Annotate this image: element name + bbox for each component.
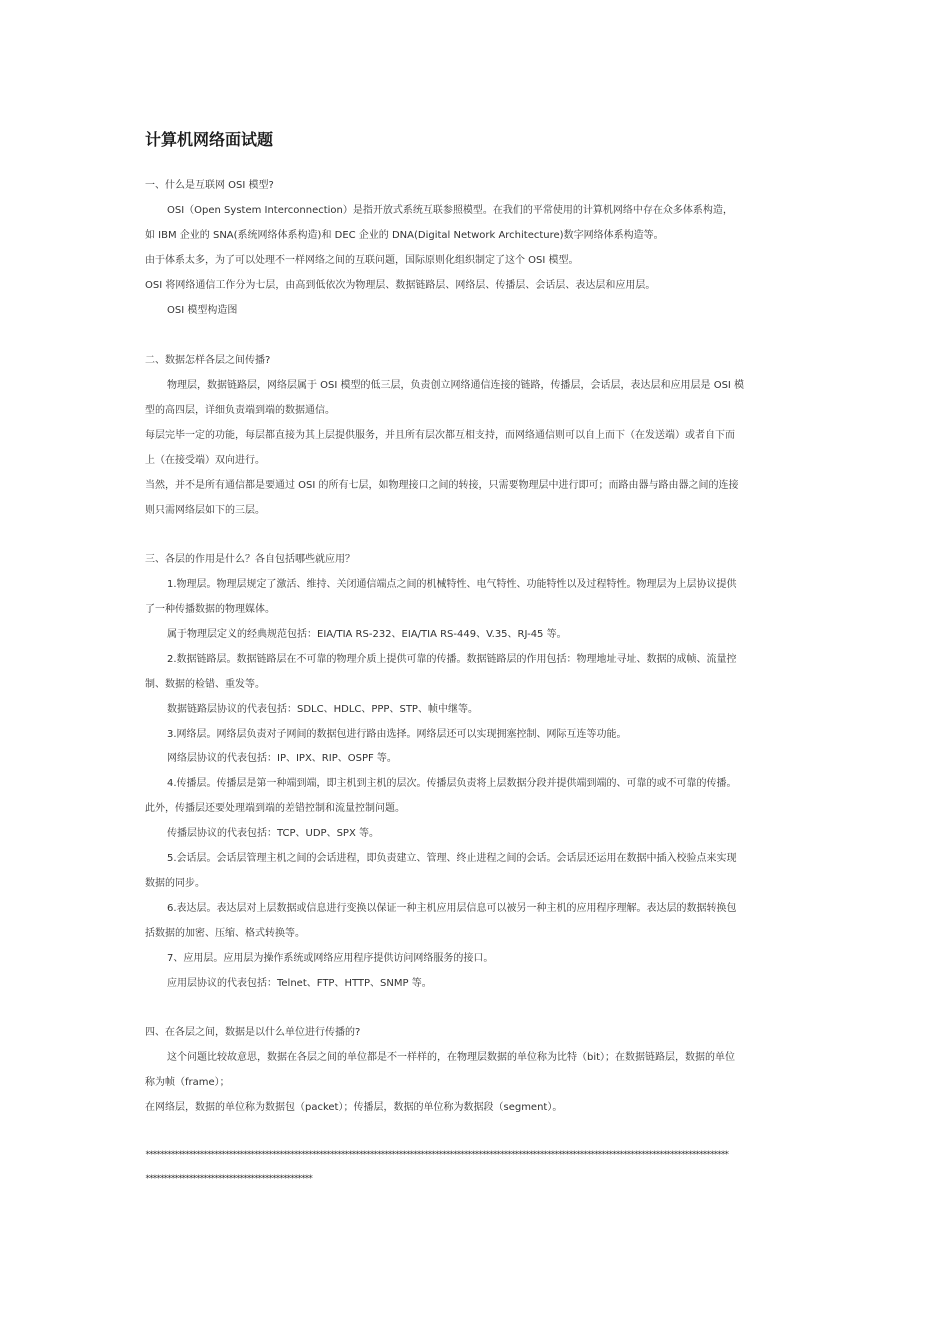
paragraph-line: 数据的同步。: [145, 878, 205, 889]
paragraph-line: OSI 将网络通信工作分为七层，由高到低依次为物理层、数据链路层、网络层、传播层、会话层、表达层和应用层。: [145, 280, 656, 291]
paragraph-line: OSI 模型构造图: [167, 305, 238, 316]
paragraph-line: 网络层协议的代表包括：IP、IPX、RIP、OSPF 等。: [167, 753, 397, 764]
paragraph-line: 当然，并不是所有通信都是要通过 OSI 的所有七层，如物理接口之间的转接，只需要物理层中进行即可；而路由器与路由器之间的连接: [145, 480, 739, 491]
paragraph-line: 上（在接受端）双向进行。: [145, 455, 265, 466]
paragraph-line: 如 IBM 企业的 SNA(系统网络体系构造)和 DEC 企业的 DNA(Digital Network Architecture)数字网络体系构造等。: [145, 230, 664, 241]
separator-line: *****************************************************************************************************************************************************************: [145, 1150, 728, 1160]
paragraph-line: 1.物理层。物理层规定了激活、维持、关闭通信端点之间的机械特性、电气特性、功能特性以及过程特性。物理层为上层协议提供: [167, 579, 737, 590]
paragraph-line: 传播层协议的代表包括：TCP、UDP、SPX 等。: [167, 828, 379, 839]
paragraph-line: 4.传播层。传播层是第一种端到端，即主机到主机的层次。传播层负责将上层数据分段并提供端到端的、可靠的或不可靠的传播。: [167, 778, 737, 789]
paragraph-line: 物理层，数据链路层，网络层属于 OSI 模型的低三层，负责创立网络通信连接的链路，传播层，会话层，表达层和应用层是 OSI 模: [167, 380, 745, 391]
paragraph-line: 应用层协议的代表包括：Telnet、FTP、HTTP、SNMP 等。: [167, 978, 432, 989]
paragraph-line: 则只需网络层如下的三层。: [145, 505, 265, 516]
section-heading: 一、什么是互联网 OSI 模型?: [145, 180, 274, 191]
paragraph-line: 在网络层，数据的单位称为数据包（packet）；传播层，数据的单位称为数据段（segment）。: [145, 1102, 563, 1113]
paragraph-line: 型的高四层，详细负责端到端的数据通信。: [145, 405, 335, 416]
paragraph-line: OSI（Open System Interconnection）是指开放式系统互联参照模型。在我们的平常使用的计算机网络中存在众多体系构造，: [167, 205, 733, 216]
paragraph-line: 3.网络层。网络层负责对子网间的数据包进行路由选择。网络层还可以实现拥塞控制、网际互连等功能。: [167, 729, 627, 740]
paragraph-line: 6.表达层。表达层对上层数据或信息进行变换以保证一种主机应用层信息可以被另一种主机的应用程序理解。表达层的数据转换包: [167, 903, 737, 914]
paragraph-line: 制、数据的检错、重发等。: [145, 679, 265, 690]
paragraph-line: 了一种传播数据的物理媒体。: [145, 604, 275, 615]
paragraph-line: 2.数据链路层。数据链路层在不可靠的物理介质上提供可靠的传播。数据链路层的作用包括：物理地址寻址、数据的成帧、流量控: [167, 654, 737, 665]
paragraph-line: 7、应用层。应用层为操作系统或网络应用程序提供访问网络服务的接口。: [167, 953, 494, 964]
section-heading: 四、在各层之间，数据是以什么单位进行传播的?: [145, 1027, 361, 1038]
paragraph-line: 由于体系太多，为了可以处理不一样网络之间的互联问题，国际原则化组织制定了这个 OSI 模型。: [145, 255, 579, 266]
section-heading: 二、数据怎样各层之间传播?: [145, 355, 271, 366]
paragraph-line: 属于物理层定义的经典规范包括：EIA/TIA RS-232、EIA/TIA RS-449、V.35、RJ-45 等。: [167, 629, 567, 640]
paragraph-line: 此外，传播层还要处理端到端的差错控制和流量控制问题。: [145, 803, 405, 814]
section-heading: 三、各层的作用是什么？各自包括哪些就应用？: [145, 554, 355, 565]
paragraph-line: 这个问题比较故意思，数据在各层之间的单位都是不一样样的，在物理层数据的单位称为比特（bit）；在数据链路层，数据的单位: [167, 1052, 736, 1063]
paragraph-line: 称为帧（frame）；: [145, 1077, 230, 1088]
paragraph-line: 数据链路层协议的代表包括：SDLC、HDLC、PPP、STP、帧中继等。: [167, 704, 478, 715]
separator-line: **********************************************: [145, 1174, 312, 1184]
paragraph-line: 5.会话层。会话层管理主机之间的会话进程，即负责建立、管理、终止进程之间的会话。会话层还运用在数据中插入校验点来实现: [167, 853, 737, 864]
document-title: 计算机网络面试题: [145, 130, 274, 149]
paragraph-line: 每层完毕一定的功能，每层都直接为其上层提供服务，并且所有层次都互相支持，而网络通信则可以自上而下（在发送端）或者自下而: [145, 430, 735, 441]
paragraph-line: 括数据的加密、压缩、格式转换等。: [145, 928, 305, 939]
